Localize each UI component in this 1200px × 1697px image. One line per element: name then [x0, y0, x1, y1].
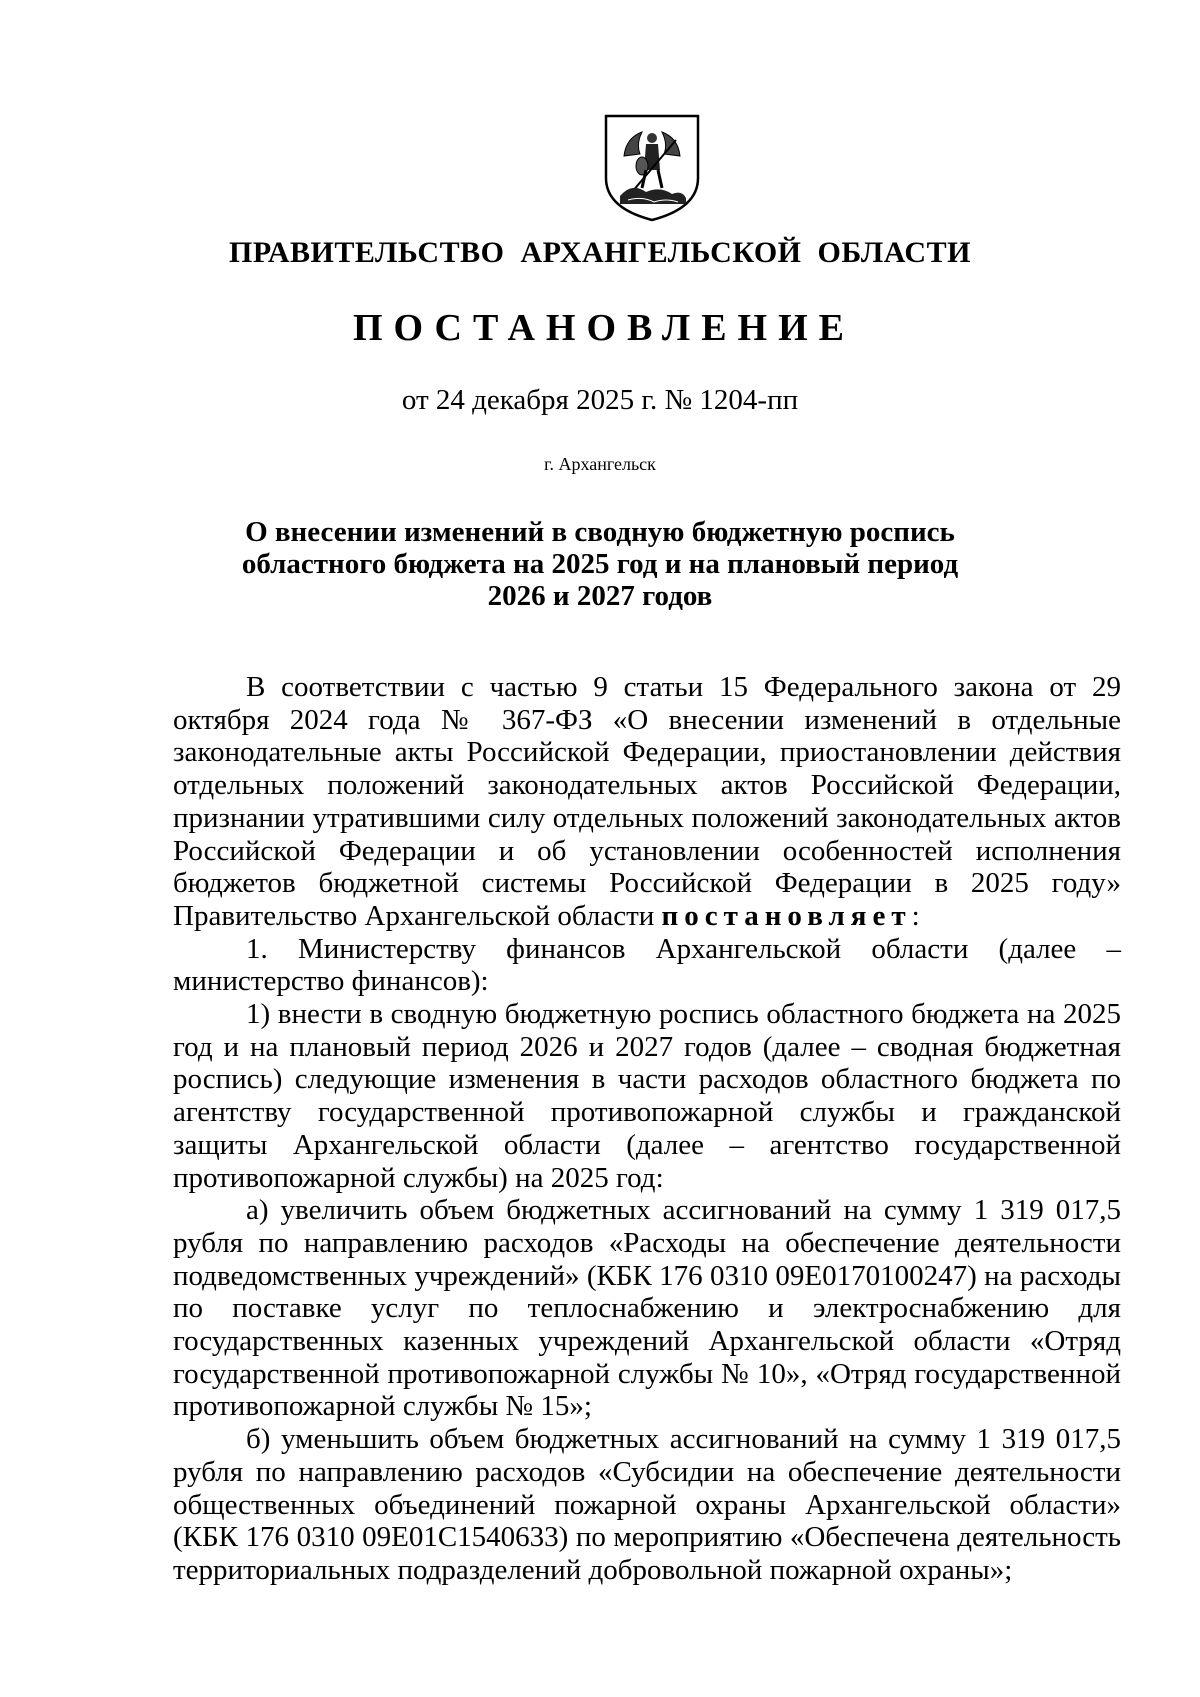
decree-verb: постановляет [661, 899, 912, 932]
paragraph-b: б) уменьшить объем бюджетных ассигнований на сумму 1 319 017,5 рубля по направлению расходов «Субсидии на обеспечение деятельности общественных объединений пожарной охраны Архангельской области» (КБК 176 0310 09Е01С1540633) по мероприятию «Обеспечена деятельность территориальных подразделений добровольной пожарной охраны»; [173, 1423, 1121, 1586]
document-type-title: ПОСТАНОВЛЕНИЕ [352, 307, 856, 349]
government-name: ПРАВИТЕЛЬСТВО АРХАНГЕЛЬСКОЙ ОБЛАСТИ [229, 236, 971, 269]
document-subject [0, 516, 1200, 612]
document-body [173, 671, 1121, 1587]
preamble-paragraph [173, 671, 1121, 933]
preamble-end: : [911, 899, 920, 932]
subject-line: областного бюджета на 2025 год и на плановый период [241, 548, 959, 580]
preamble-text: В соответствии с частью 9 статьи 15 Федерального закона от 29 октября 2024 года № 367-ФЗ «О внесении изменений в отдельные законодательные акты Российской Федерации, приостановлении действия отдельных положений законодательных актов Российской Федерации, признании утратившими силу отдельных положений законодательных актов Российской Федерации и об установлении особенностей исполнения бюджетов бюджетной системы Российской Федерации в 2025 году» Правительство Архангельской области [173, 671, 1121, 932]
subject-line: О внесении изменений в сводную бюджетную роспись [245, 516, 955, 548]
document-city: г. Архангельск [544, 454, 656, 474]
document-date-number: от 24 декабря 2025 г. № 1204-пп [401, 384, 799, 416]
paragraph-1: 1. Министерству финансов Архангельской области (далее – министерство финансов): [173, 932, 1121, 998]
coat-of-arms-icon [602, 112, 702, 224]
subject-line: 2026 и 2027 годов [487, 580, 713, 612]
paragraph-1-1: 1) внести в сводную бюджетную роспись областного бюджета на 2025 год и на плановый период 2026 и 2027 годов (далее – сводная бюджетная роспись) следующие изменения в части расходов областного бюджета по агентству государственной противопожарной службы и гражданской защиты Архангельской области (далее – агентство государственной противопожарной службы) на 2025 год: [173, 998, 1121, 1194]
paragraph-a: а) увеличить объем бюджетных ассигнований на сумму 1 319 017,5 рубля по направлению расходов «Расходы на обеспечение деятельности подведомственных учреждений» (КБК 176 0310 09Е0170100247) на расходы по поставке услуг по теплоснабжению и электроснабжению для государственных казенных учреждений Архангельской области «Отряд государственной противопожарной службы № 10», «Отряд государственной противопожарной службы № 15»; [173, 1194, 1121, 1423]
